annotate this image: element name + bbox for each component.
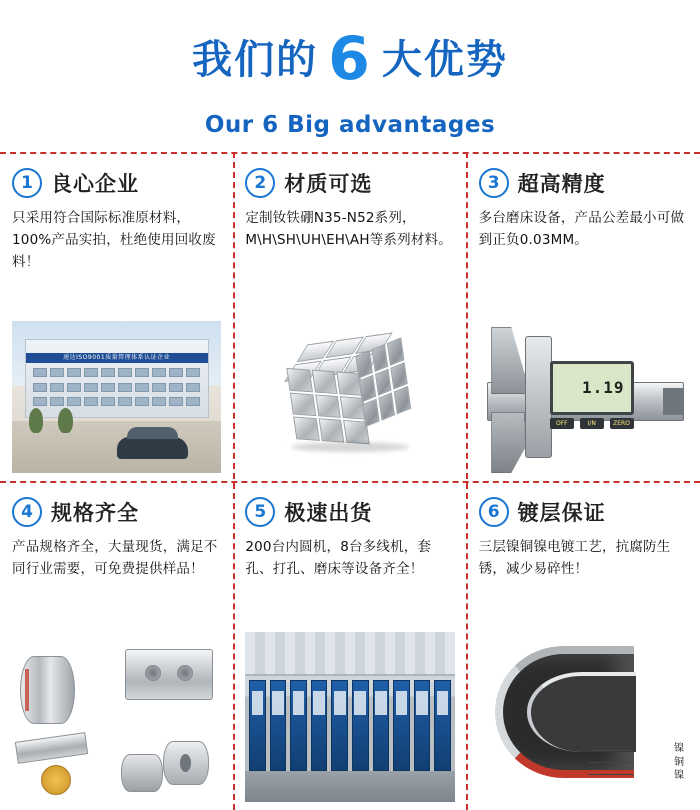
poster-header bbox=[0, 0, 700, 138]
advantage-card-2 bbox=[233, 152, 466, 481]
caliper-display bbox=[550, 361, 634, 416]
advantage-5-image bbox=[245, 632, 454, 802]
advantage-4-title: 规格齐全 bbox=[51, 501, 139, 525]
advantage-4-image bbox=[12, 632, 221, 802]
caliper-reading: 1.19 bbox=[582, 378, 625, 398]
window-row-3 bbox=[33, 397, 201, 406]
assorted-magnets-photo bbox=[12, 632, 221, 802]
advantage-card-5 bbox=[233, 481, 466, 810]
machine-row bbox=[245, 680, 454, 772]
advantage-6-image bbox=[479, 632, 688, 802]
caliper-buttons bbox=[550, 418, 634, 429]
title-prefix: 我们的 bbox=[192, 37, 319, 83]
caliper-slider bbox=[525, 336, 552, 458]
title-suffix: 大优势 bbox=[381, 37, 508, 83]
layer-leader-line-1 bbox=[588, 750, 634, 751]
page-title bbox=[0, 26, 700, 92]
bar-magnet bbox=[15, 733, 89, 765]
ring-magnet-2 bbox=[121, 754, 163, 791]
advantage-1-image bbox=[12, 321, 221, 473]
title-number: 6 bbox=[328, 24, 372, 94]
layer-leader-line-3 bbox=[588, 774, 634, 775]
advantage-1-header bbox=[12, 168, 221, 198]
advantage-2-image bbox=[245, 321, 454, 473]
layer-leader-line-2 bbox=[588, 762, 634, 763]
advantage-3-header bbox=[479, 168, 688, 198]
caliper-button-inmm: I/N bbox=[580, 418, 604, 429]
tree-icon bbox=[58, 408, 73, 434]
digital-caliper-photo bbox=[479, 321, 688, 473]
coin-scale-reference bbox=[41, 765, 71, 795]
advantage-1-description: 只采用符合国际标准原材料，100%产品实拍，杜绝使用回收废料！ bbox=[12, 210, 216, 270]
advantage-6-number: 6 bbox=[479, 497, 509, 527]
magnet-arc-inner bbox=[527, 672, 636, 751]
window-row-1 bbox=[33, 368, 201, 377]
advantage-4-header bbox=[12, 497, 221, 527]
caliper-upper-jaw bbox=[491, 327, 524, 394]
advantages-grid bbox=[0, 152, 700, 810]
advantage-1-title: 良心企业 bbox=[51, 172, 139, 196]
advantage-2-title: 材质可选 bbox=[284, 172, 373, 196]
advantage-2-header bbox=[245, 168, 454, 198]
factory-signboard bbox=[26, 353, 208, 363]
advantage-4-number: 4 bbox=[12, 497, 42, 527]
advantage-4-description: 产品规格齐全，大量现货，满足不同行业需要，可免费提供样品！ bbox=[12, 539, 218, 577]
coating-layers-diagram bbox=[479, 632, 688, 802]
advantage-1-number: 1 bbox=[12, 168, 42, 198]
window-row-2 bbox=[33, 383, 201, 392]
advantage-5-header bbox=[245, 497, 454, 527]
factory-signboard-text: 速达ISO9001质量管理体系认证企业 bbox=[63, 353, 171, 361]
layer-label-nickel-outer: 镍 bbox=[673, 743, 684, 755]
advantage-5-number: 5 bbox=[245, 497, 275, 527]
advantage-card-4 bbox=[0, 481, 233, 810]
workshop-aisle bbox=[245, 771, 454, 802]
disc-magnet-stack bbox=[20, 656, 74, 724]
factory-floor-machines-photo bbox=[245, 632, 454, 802]
countersunk-block-magnet bbox=[125, 649, 213, 700]
layer-label-nickel-inner: 镍 bbox=[673, 770, 684, 782]
workshop-roof bbox=[245, 632, 454, 676]
advantage-2-description: 定制钕铁硼N35-N52系列，M\H\SH\UH\EH\AH等系列材料。 bbox=[245, 210, 452, 248]
advantage-6-header bbox=[479, 497, 688, 527]
advantage-6-description: 三层镍铜镍电镀工艺，抗腐防生锈，减少易碎性！ bbox=[478, 539, 671, 577]
advantage-5-title: 极速出货 bbox=[284, 501, 373, 525]
magnet-arc-cross-section bbox=[495, 646, 633, 779]
advantage-card-6 bbox=[467, 481, 700, 810]
advantage-6-title: 镀层保证 bbox=[517, 501, 606, 525]
page-subtitle: Our 6 Big advantages bbox=[204, 112, 496, 138]
factory-building-photo bbox=[12, 321, 221, 473]
caliper-tail bbox=[663, 388, 684, 415]
advantage-card-3 bbox=[467, 152, 700, 481]
advantage-3-image bbox=[479, 321, 688, 473]
car-icon bbox=[117, 437, 188, 460]
magnet-cube-photo bbox=[245, 321, 454, 473]
layer-labels bbox=[674, 743, 684, 782]
factory-building bbox=[25, 339, 209, 418]
tree-icon bbox=[29, 408, 44, 434]
caliper-lower-jaw bbox=[491, 412, 524, 473]
caliper-button-zero: ZERO bbox=[610, 418, 634, 429]
cube-face-front bbox=[286, 368, 369, 444]
cube-shadow bbox=[291, 442, 408, 452]
advantage-3-title: 超高精度 bbox=[517, 172, 606, 196]
ring-magnet-1 bbox=[163, 741, 209, 785]
layer-label-copper: 铜 bbox=[673, 756, 684, 768]
advantage-3-description: 多台磨床设备，产品公差最小可做到正负0.03MM。 bbox=[478, 210, 685, 248]
advantage-5-description: 200台内圆机，8台多线机，套孔、打孔、磨床等设备齐全！ bbox=[245, 539, 432, 577]
advantage-card-1 bbox=[0, 152, 233, 481]
advantage-2-number: 2 bbox=[245, 168, 275, 198]
advantage-3-number: 3 bbox=[479, 168, 509, 198]
caliper-button-off: OFF bbox=[550, 418, 574, 429]
